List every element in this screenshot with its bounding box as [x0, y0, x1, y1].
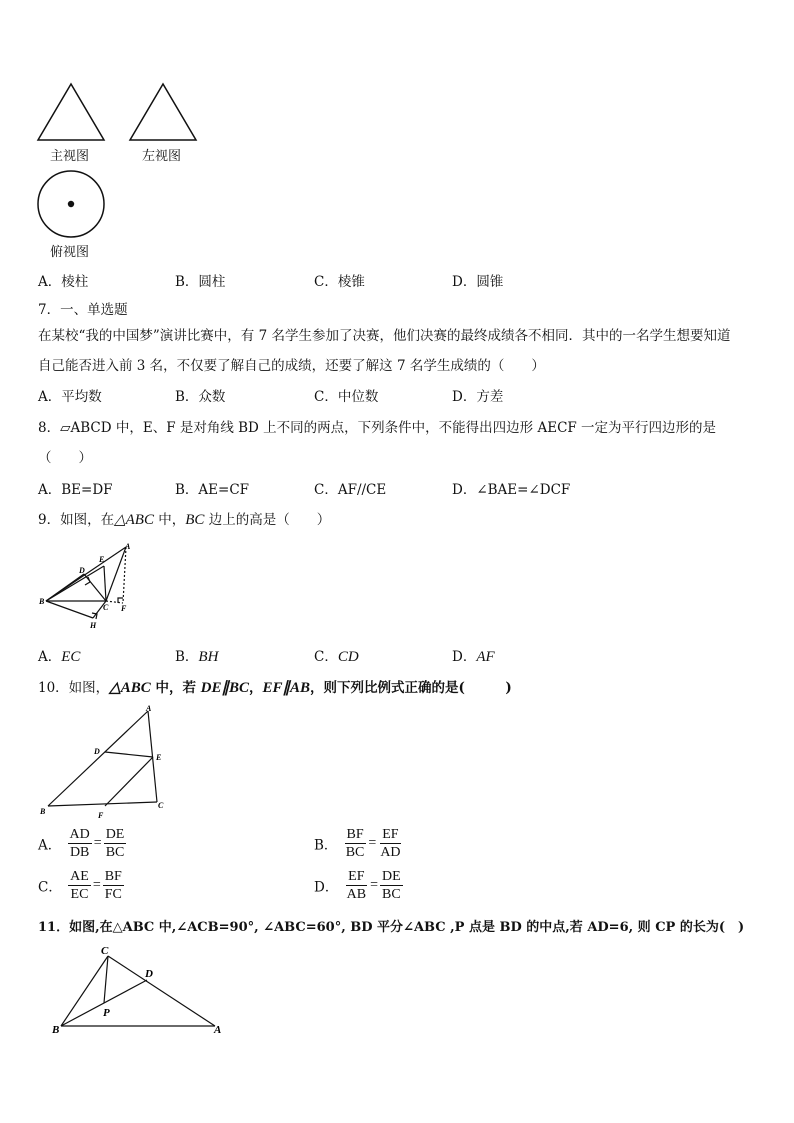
q10-option-a-letter: A． — [38, 837, 62, 854]
q8-option-b: B．AE=CF — [175, 482, 250, 498]
q10-option-c-frac2 — [103, 868, 124, 903]
svg-text:A: A — [214, 1024, 222, 1036]
q8-option-c: C．AF//CE — [314, 482, 387, 498]
q10-option-d — [314, 868, 405, 903]
q9-question — [38, 508, 330, 529]
q10-option-d-letter: D． — [314, 879, 339, 896]
svg-text:E: E — [99, 555, 105, 564]
q10-option-c-n1: AE — [70, 869, 89, 884]
q10-option-b-d2: AD — [380, 845, 401, 860]
q9-figure — [32, 538, 142, 633]
q10-option-a-d1: DB — [69, 845, 90, 860]
q9-option-c — [314, 645, 359, 666]
svg-text:A: A — [146, 704, 152, 713]
svg-text:A: A — [125, 542, 131, 551]
q7-option-c: C．中位数 — [314, 389, 379, 405]
q9-triangle: △ABC — [114, 512, 154, 528]
q10-mid: 中，若 — [150, 680, 201, 696]
q6-option-c: C．棱锥 — [314, 274, 365, 290]
q10-triangle: △ABC — [109, 680, 151, 696]
svg-text:C: C — [103, 603, 109, 612]
q10-prefix: 10．如图， — [38, 680, 110, 696]
q9-option-b-letter: B． — [175, 649, 199, 665]
q9-side: BC — [185, 512, 205, 528]
q10-option-a — [38, 826, 128, 861]
q11-question: 11．如图,在△ABC 中,∠ACB=90°, ∠ABC=60°, BD 平分∠ABC ,P 点是 BD 的中点,若 AD=6, 则 CP 的长为( ) — [38, 920, 745, 935]
q10-option-c-d2: FC — [104, 887, 122, 902]
q7-option-b: B．众数 — [175, 389, 226, 405]
svg-text:B: B — [40, 807, 46, 816]
q10-option-b-n2: EF — [382, 827, 399, 842]
q6-option-b: B．圆柱 — [175, 274, 226, 290]
left-view-label: 左视图 — [142, 149, 182, 164]
q10-option-d-frac2 — [380, 868, 403, 903]
q9-option-a-letter: A． — [38, 649, 62, 665]
q10-option-b-frac1 — [344, 826, 367, 861]
q8-option-d: D．∠BAE=∠DCF — [452, 482, 571, 498]
q10-cond1: DE∥BC — [200, 680, 250, 696]
q7-option-a: A．平均数 — [38, 389, 102, 405]
q10-option-d-frac1 — [345, 868, 368, 903]
q10-option-d-eq: = — [370, 877, 378, 893]
q10-option-b-letter: B． — [314, 837, 338, 854]
q9-suffix: 边上的高是（ ） — [204, 512, 331, 528]
svg-text:C: C — [158, 801, 164, 810]
q8-option-a: A．BE=DF — [38, 482, 113, 498]
q9-option-c-letter: C． — [314, 649, 338, 665]
q10-option-b — [314, 826, 405, 861]
svg-text:E: E — [156, 753, 162, 762]
q7-header: 7．一、单选题 — [38, 302, 128, 318]
q10-option-b-d1: BC — [345, 845, 365, 860]
top-view-label: 俯视图 — [50, 245, 90, 260]
q10-option-a-frac1 — [68, 826, 92, 861]
q10-option-c — [38, 868, 126, 903]
q10-question — [38, 676, 512, 697]
q10-option-a-eq: = — [93, 835, 102, 851]
q9-option-d-value: AF — [476, 649, 495, 665]
left-view-triangle — [130, 84, 196, 140]
q10-option-b-n1: BF — [346, 827, 364, 842]
three-views-figure — [30, 78, 220, 260]
q9-option-a — [38, 645, 80, 666]
svg-text:D: D — [94, 747, 100, 756]
svg-text:D: D — [79, 566, 85, 575]
q6-option-d: D．圆锥 — [452, 274, 504, 290]
svg-text:H: H — [90, 621, 97, 630]
q10-option-a-n2: DE — [105, 827, 125, 842]
q10-option-d-d1: AB — [346, 887, 367, 902]
q10-option-d-n1: EF — [348, 869, 365, 884]
q10-option-c-eq: = — [92, 877, 101, 893]
q10-sep: ， — [249, 680, 263, 696]
svg-text:B: B — [52, 1024, 60, 1036]
q10-option-b-eq: = — [368, 835, 377, 851]
q8-text-line1: 8．▱ABCD 中，E、F 是对角线 BD 上不同的两点，下列条件中，不能得出四边形 AECF 一定为平行四边形的是 — [38, 420, 717, 436]
q9-option-d — [452, 645, 495, 666]
q9-prefix: 9．如图，在 — [38, 512, 115, 528]
q10-option-c-d1: EC — [70, 887, 89, 902]
top-view-center-dot — [68, 201, 74, 207]
front-view-label: 主视图 — [50, 149, 90, 164]
q9-option-c-value: CD — [337, 649, 359, 665]
q6-option-a: A．棱柱 — [38, 274, 89, 290]
q9-mid: 中， — [153, 512, 186, 528]
q10-option-c-n2: BF — [104, 869, 122, 884]
q10-figure — [36, 704, 171, 822]
q10-option-c-letter: C． — [38, 879, 62, 896]
q7-text-line2: 自己能否进入前 3 名，不仅要了解自己的成绩，还要了解这 7 名学生成绩的（ ） — [38, 358, 545, 374]
front-view-triangle — [38, 84, 104, 140]
q7-option-d: D．方差 — [452, 389, 504, 405]
q10-option-b-frac2 — [378, 826, 402, 861]
svg-text:D: D — [145, 968, 153, 980]
q11-figure — [48, 940, 233, 1040]
q10-option-d-d2: BC — [381, 887, 401, 902]
q7-text-line1: 在某校“我的中国梦”演讲比赛中，有 7 名学生参加了决赛，他们决赛的最终成绩各不相同．其中的一名学生想要知道 — [38, 328, 731, 344]
q10-option-a-d2: BC — [105, 845, 125, 860]
svg-text:F: F — [98, 811, 104, 820]
q10-option-a-n1: AD — [69, 827, 90, 842]
q9-option-a-value: EC — [61, 649, 81, 665]
q9-option-b — [175, 645, 218, 666]
svg-text:P: P — [103, 1007, 110, 1019]
q9-option-b-value: BH — [198, 649, 219, 665]
q10-suffix: ，则下列比例式正确的是( ) — [310, 680, 512, 696]
q10-option-d-n2: DE — [381, 869, 401, 884]
svg-text:B: B — [39, 597, 45, 606]
q10-option-c-frac1 — [68, 868, 91, 903]
q10-cond2: EF∥AB — [262, 680, 311, 696]
q8-text-line2: （ ） — [38, 450, 92, 466]
svg-text:C: C — [101, 945, 109, 957]
q9-option-d-letter: D． — [452, 649, 477, 665]
svg-text:F: F — [121, 604, 127, 613]
q10-option-a-frac2 — [104, 826, 127, 861]
